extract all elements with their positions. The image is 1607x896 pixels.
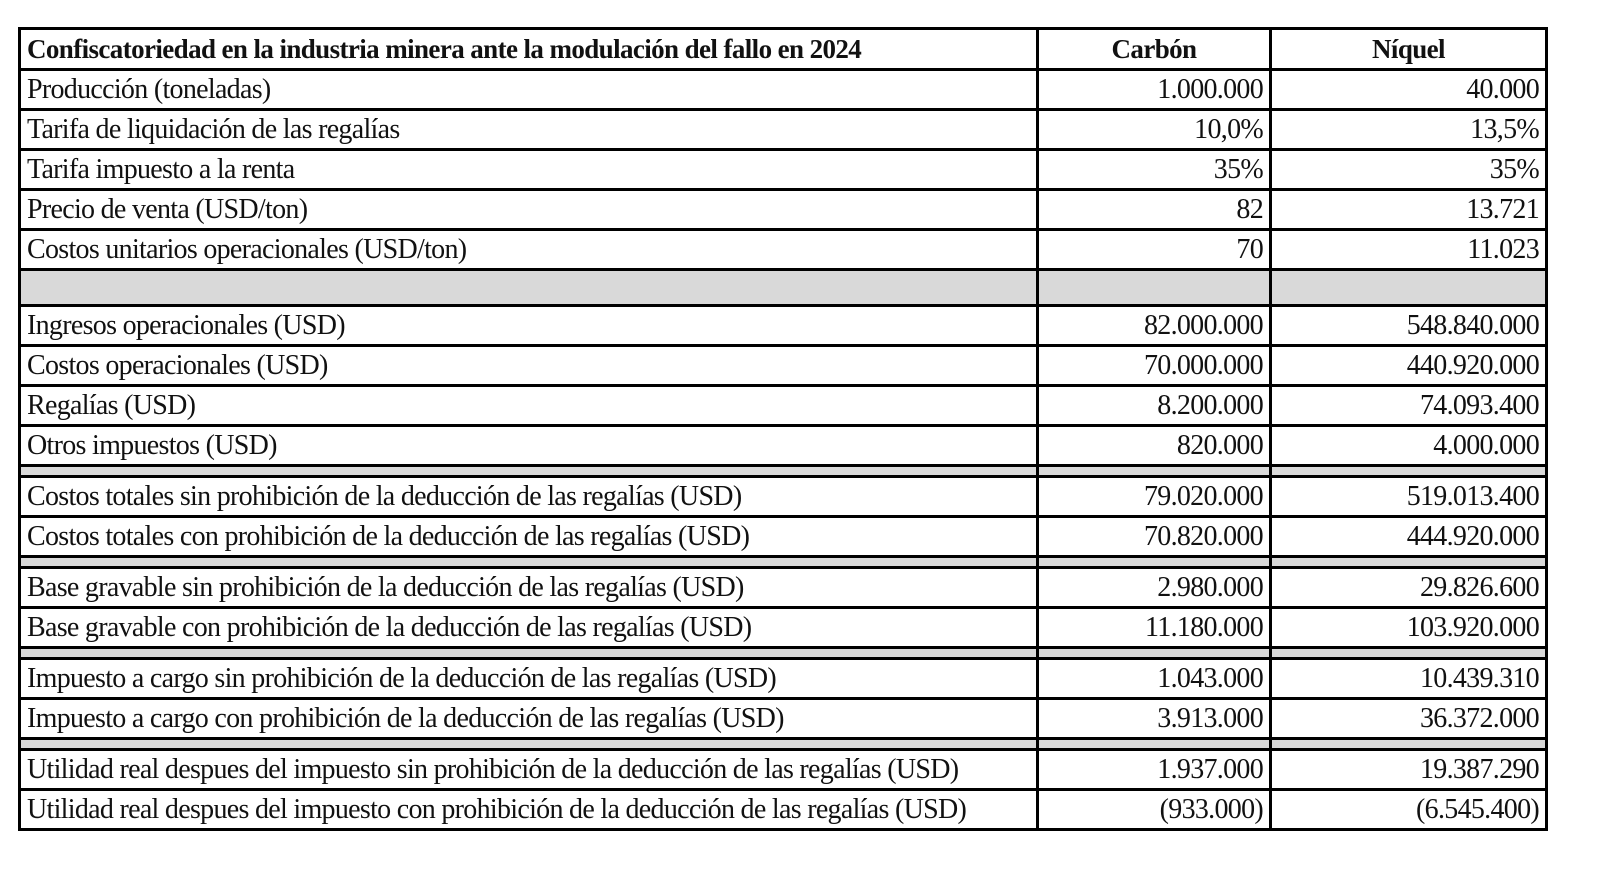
confiscatoriedad-table <box>18 27 1548 831</box>
niquel-value: 4.000.000 <box>1271 426 1547 466</box>
separator-cell <box>1038 648 1271 659</box>
carbon-value: 3.913.000 <box>1038 699 1271 739</box>
table-row <box>20 517 1547 557</box>
table-title: Confiscatoriedad en la industria minera ante la modulación del fallo en 2024 <box>20 29 1038 70</box>
separator-cell <box>20 557 1038 568</box>
row-label: Otros impuestos (USD) <box>20 426 1038 466</box>
table-row <box>20 750 1547 790</box>
separator-cell <box>1271 648 1547 659</box>
niquel-value: 36.372.000 <box>1271 699 1547 739</box>
row-label: Regalías (USD) <box>20 386 1038 426</box>
carbon-value: 82 <box>1038 190 1271 230</box>
carbon-value: 8.200.000 <box>1038 386 1271 426</box>
carbon-value: 79.020.000 <box>1038 477 1271 517</box>
niquel-value: 35% <box>1271 150 1547 190</box>
row-label: Utilidad real despues del impuesto con prohibición de la deducción de las regalías (USD) <box>20 790 1038 830</box>
carbon-value: 70.000.000 <box>1038 346 1271 386</box>
carbon-value: 11.180.000 <box>1038 608 1271 648</box>
column-header-niquel: Níquel <box>1271 29 1547 70</box>
row-label: Impuesto a cargo con prohibición de la deducción de las regalías (USD) <box>20 699 1038 739</box>
row-label: Impuesto a cargo sin prohibición de la deducción de las regalías (USD) <box>20 659 1038 699</box>
niquel-value: 10.439.310 <box>1271 659 1547 699</box>
separator-row <box>20 466 1547 477</box>
row-label: Base gravable con prohibición de la deducción de las regalías (USD) <box>20 608 1038 648</box>
row-label: Tarifa de liquidación de las regalías <box>20 110 1038 150</box>
row-label: Costos totales sin prohibición de la deducción de las regalías (USD) <box>20 477 1038 517</box>
separator-cell <box>1271 739 1547 750</box>
niquel-value: 19.387.290 <box>1271 750 1547 790</box>
carbon-value: 70 <box>1038 230 1271 270</box>
separator-cell <box>1038 466 1271 477</box>
carbon-value: 70.820.000 <box>1038 517 1271 557</box>
table-row <box>20 659 1547 699</box>
niquel-value: 548.840.000 <box>1271 306 1547 346</box>
table-row <box>20 306 1547 346</box>
table-row <box>20 230 1547 270</box>
niquel-value: 440.920.000 <box>1271 346 1547 386</box>
header-row <box>20 29 1547 70</box>
table-row <box>20 568 1547 608</box>
separator-cell <box>20 270 1038 306</box>
carbon-value: 10,0% <box>1038 110 1271 150</box>
carbon-value: 1.000.000 <box>1038 70 1271 110</box>
row-label: Base gravable sin prohibición de la deducción de las regalías (USD) <box>20 568 1038 608</box>
separator-cell <box>1271 466 1547 477</box>
niquel-value: 29.826.600 <box>1271 568 1547 608</box>
row-label: Costos unitarios operacionales (USD/ton) <box>20 230 1038 270</box>
row-label: Utilidad real despues del impuesto sin prohibición de la deducción de las regalías (USD) <box>20 750 1038 790</box>
carbon-value: 1.043.000 <box>1038 659 1271 699</box>
table-row <box>20 190 1547 230</box>
row-label: Ingresos operacionales (USD) <box>20 306 1038 346</box>
niquel-value: (6.545.400) <box>1271 790 1547 830</box>
table-row <box>20 608 1547 648</box>
table-row <box>20 386 1547 426</box>
separator-row <box>20 557 1547 568</box>
separator-cell <box>1038 270 1271 306</box>
niquel-value: 519.013.400 <box>1271 477 1547 517</box>
carbon-value: 820.000 <box>1038 426 1271 466</box>
row-label: Costos totales con prohibición de la deducción de las regalías (USD) <box>20 517 1038 557</box>
separator-cell <box>1038 557 1271 568</box>
carbon-value: 82.000.000 <box>1038 306 1271 346</box>
separator-cell <box>1038 739 1271 750</box>
table-row <box>20 150 1547 190</box>
carbon-value: 35% <box>1038 150 1271 190</box>
niquel-value: 11.023 <box>1271 230 1547 270</box>
table-row <box>20 70 1547 110</box>
table-row <box>20 477 1547 517</box>
niquel-value: 74.093.400 <box>1271 386 1547 426</box>
row-label: Precio de venta (USD/ton) <box>20 190 1038 230</box>
table-row <box>20 426 1547 466</box>
niquel-value: 13,5% <box>1271 110 1547 150</box>
row-label: Costos operacionales (USD) <box>20 346 1038 386</box>
separator-cell <box>1271 270 1547 306</box>
niquel-value: 103.920.000 <box>1271 608 1547 648</box>
table-row <box>20 110 1547 150</box>
column-header-carbon: Carbón <box>1038 29 1271 70</box>
separator-cell <box>1271 557 1547 568</box>
separator-row <box>20 648 1547 659</box>
separator-row <box>20 739 1547 750</box>
carbon-value: (933.000) <box>1038 790 1271 830</box>
separator-cell <box>20 466 1038 477</box>
niquel-value: 40.000 <box>1271 70 1547 110</box>
separator-cell <box>20 648 1038 659</box>
carbon-value: 2.980.000 <box>1038 568 1271 608</box>
separator-cell <box>20 739 1038 750</box>
row-label: Producción (toneladas) <box>20 70 1038 110</box>
row-label: Tarifa impuesto a la renta <box>20 150 1038 190</box>
niquel-value: 13.721 <box>1271 190 1547 230</box>
table-row <box>20 699 1547 739</box>
table-row <box>20 346 1547 386</box>
separator-row <box>20 270 1547 306</box>
niquel-value: 444.920.000 <box>1271 517 1547 557</box>
table-row <box>20 790 1547 830</box>
carbon-value: 1.937.000 <box>1038 750 1271 790</box>
